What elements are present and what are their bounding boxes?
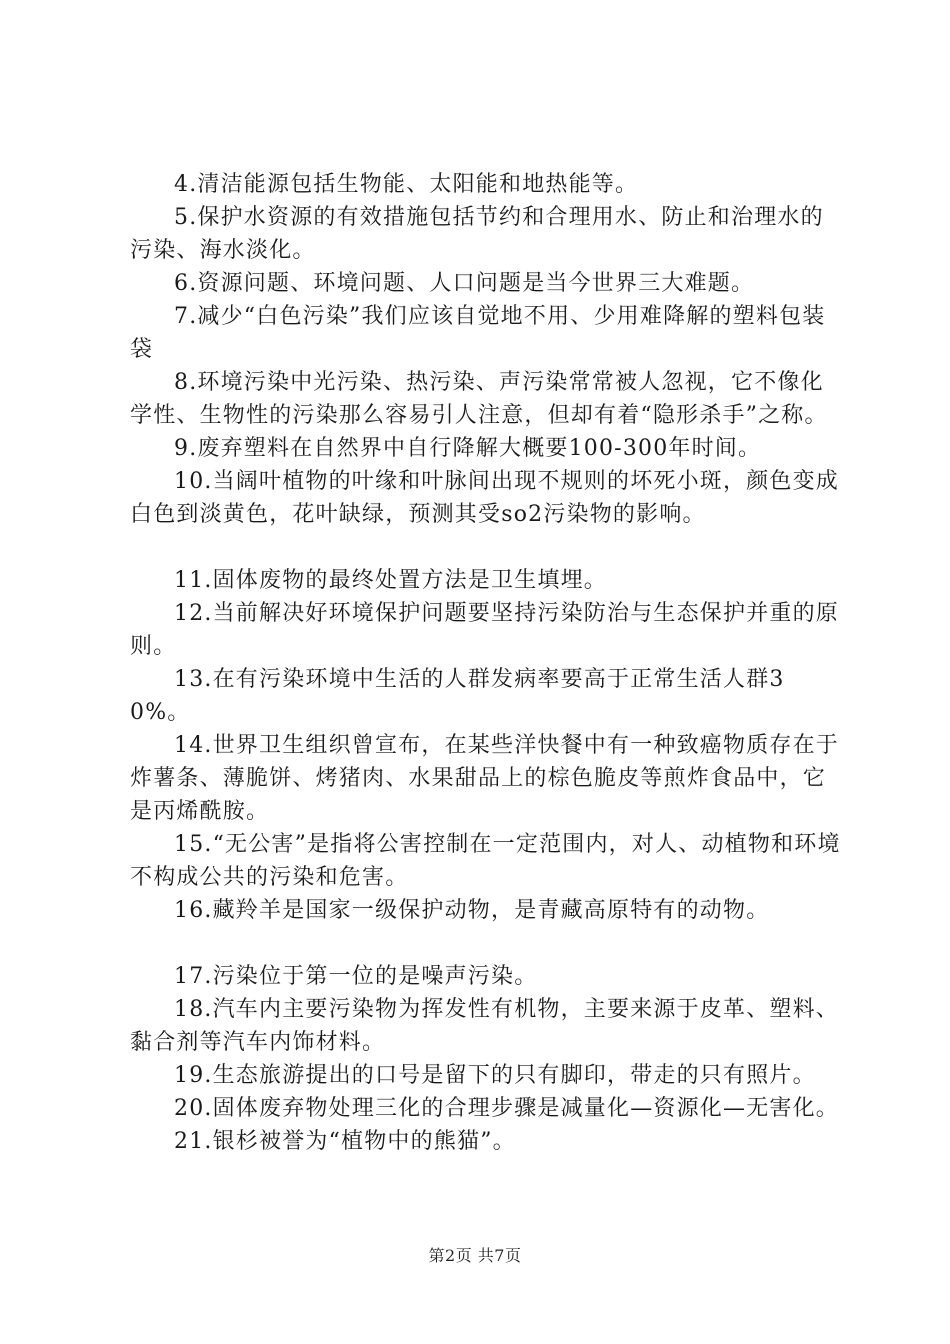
blank-line [130, 927, 845, 960]
paragraph-10: 10.当阔叶植物的叶缘和叶脉间出现不规则的坏死小斑，颜色变成白色到淡黄色，花叶缺绿，预测其受so2污染物的影响。 [130, 469, 839, 527]
paragraph-7: 7.减少“白色污染”我们应该自觉地不用、少用难降解的塑料包装袋 [130, 304, 826, 362]
paragraph-6: 6.资源问题、环境问题、人口问题是当今世界三大难题。 [174, 271, 755, 296]
paragraph-5: 5.保护水资源的有效措施包括节约和合理用水、防止和治理水的污染、海水淡化。 [130, 205, 824, 263]
paragraph-20: 20.固体废弃物处理三化的合理步骤是减量化—资源化—无害化。 [174, 1096, 839, 1121]
paragraph-4: 4.清洁能源包括生物能、太阳能和地热能等。 [174, 172, 639, 197]
paragraph-18: 18.汽车内主要污染物为挥发性有机物，主要来源于皮革、塑料、黏合剂等汽车内饰材料。 [130, 997, 839, 1055]
blank-line [130, 531, 845, 564]
paragraph-14: 14.世界卫生组织曾宣布，在某些洋快餐中有一种致癌物质存在于炸薯条、薄脆饼、烤猪肉、水果甜品上的棕色脆皮等煎炸食品中，它是丙烯酰胺。 [130, 733, 839, 824]
paragraph-9: 9.废弃塑料在自然界中自行降解大概要100-300年时间。 [174, 436, 762, 461]
paragraph-19: 19.生态旅游提出的口号是留下的只有脚印，带走的只有照片。 [174, 1063, 816, 1088]
document-body [130, 168, 845, 1158]
paragraph-13: 13.在有污染环境中生活的人群发病率要高于正常生活人群30%。 [130, 667, 785, 725]
paragraph-15: 15.“无公害”是指将公害控制在一定范围内，对人、动植物和环境不构成公共的污染和危害。 [130, 832, 841, 890]
paragraph-16: 16.藏羚羊是国家一级保护动物，是青藏高原特有的动物。 [174, 898, 770, 923]
paragraph-8: 8.环境污染中光污染、热污染、声污染常常被人忽视，它不像化学性、生物性的污染那么容易引人注意，但却有着“隐形杀手”之称。 [130, 370, 828, 428]
paragraph-11: 11.固体废物的最终处置方法是卫生填埋。 [174, 568, 607, 593]
paragraph-17: 17.污染位于第一位的是噪声污染。 [174, 964, 538, 989]
paragraph-12: 12.当前解决好环境保护问题要坚持污染防治与生态保护并重的原则。 [130, 601, 839, 659]
page-number: 第2页 共7页 [428, 1246, 522, 1265]
paragraph-21: 21.银杉被誉为“植物中的熊猫”。 [174, 1129, 516, 1154]
